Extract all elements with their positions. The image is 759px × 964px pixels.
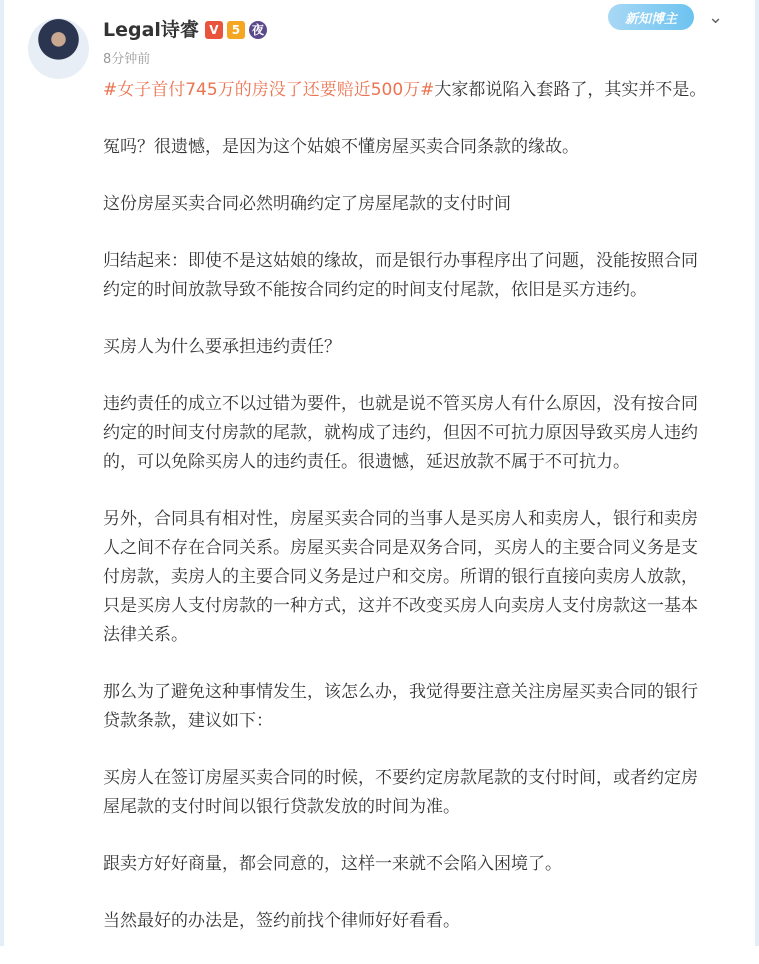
paragraph-line: 违约责任的成立不以过错为要件，也就是说不管买房人有什么原因，没有按合同	[103, 394, 698, 414]
paragraph-line: 法律关系。	[103, 625, 188, 645]
verified-badge-icon[interactable]: V	[205, 21, 223, 39]
first-paragraph	[103, 76, 748, 105]
paragraph-line: 那么为了避免这种事情发生，该怎么办，我觉得要注意关注房屋买卖合同的银行	[103, 682, 698, 702]
paragraph-line: 约定的时间放款导致不能按合同约定的时间支付尾款，依旧是买方违约。	[103, 280, 647, 300]
paragraph-line: 的，可以免除买房人的违约责任。很遗憾，延迟放款不属于不可抗力。	[103, 452, 630, 472]
post-content	[103, 76, 748, 964]
paragraph-line: 约定的时间支付房款的尾款，就构成了违约，但因不可抗力原因导致买房人违约	[103, 423, 698, 443]
avatar[interactable]	[28, 18, 89, 79]
paragraph	[103, 764, 748, 822]
paragraph-line: 归结起来：即使不是这姑娘的缘故，而是银行办事程序出了问题，没能按照合同	[103, 251, 698, 271]
paragraph	[103, 907, 748, 936]
paragraph	[103, 390, 748, 477]
author-header	[103, 18, 267, 42]
paragraphs	[103, 133, 748, 936]
paragraph-line: 当然最好的办法是，签约前找个律师好好看看。	[103, 911, 460, 931]
badges	[205, 21, 267, 39]
paragraph	[103, 133, 748, 162]
left-edge	[0, 0, 4, 946]
paragraph-line: 屋尾款的支付时间以银行贷款发放的时间为准。	[103, 797, 460, 817]
paragraph-line: 买房人为什么要承担违约责任？	[103, 337, 341, 357]
night-badge-icon[interactable]: 夜	[249, 21, 267, 39]
paragraph-line: 付房款，卖房人的主要合同义务是过户和交房。所谓的银行直接向卖房人放款，	[103, 567, 698, 587]
hashtag-link[interactable]: #女子首付745万的房没了还要赔近500万#	[103, 80, 435, 100]
paragraph	[103, 850, 748, 879]
paragraph-line: 冤吗？很遗憾，是因为这个姑娘不懂房屋买卖合同条款的缘故。	[103, 137, 579, 157]
paragraph	[103, 247, 748, 305]
text: 大家都说陷入套路了，其实并不是。	[434, 80, 707, 100]
paragraph	[103, 505, 748, 650]
paragraph-line: 贷款条款，建议如下：	[103, 711, 273, 731]
author-name[interactable]: Legal诗睿	[103, 19, 199, 41]
medal-badge[interactable]: 新知博主	[608, 4, 694, 30]
level-badge-icon[interactable]: 5	[227, 21, 245, 39]
chevron-down-icon[interactable]: ⌄	[708, 7, 724, 28]
paragraph	[103, 333, 748, 362]
paragraph-line: 这份房屋买卖合同必然明确约定了房屋尾款的支付时间	[103, 194, 511, 214]
paragraph	[103, 190, 748, 219]
paragraph-line: 另外，合同具有相对性，房屋买卖合同的当事人是买房人和卖房人，银行和卖房	[103, 509, 698, 529]
paragraph	[103, 678, 748, 736]
post-time[interactable]: 8分钟前	[103, 52, 151, 67]
paragraph-line: 买房人在签订房屋买卖合同的时候，不要约定房款尾款的支付时间，或者约定房	[103, 768, 698, 788]
paragraph-line: 只是买房人支付房款的一种方式，这并不改变买房人向卖房人支付房款这一基本	[103, 596, 698, 616]
right-edge	[755, 0, 759, 946]
paragraph-line: 人之间不存在合同关系。房屋买卖合同是双务合同，买房人的主要合同义务是支	[103, 538, 698, 558]
paragraph-line: 跟卖方好好商量，都会同意的，这样一来就不会陷入困境了。	[103, 854, 562, 874]
